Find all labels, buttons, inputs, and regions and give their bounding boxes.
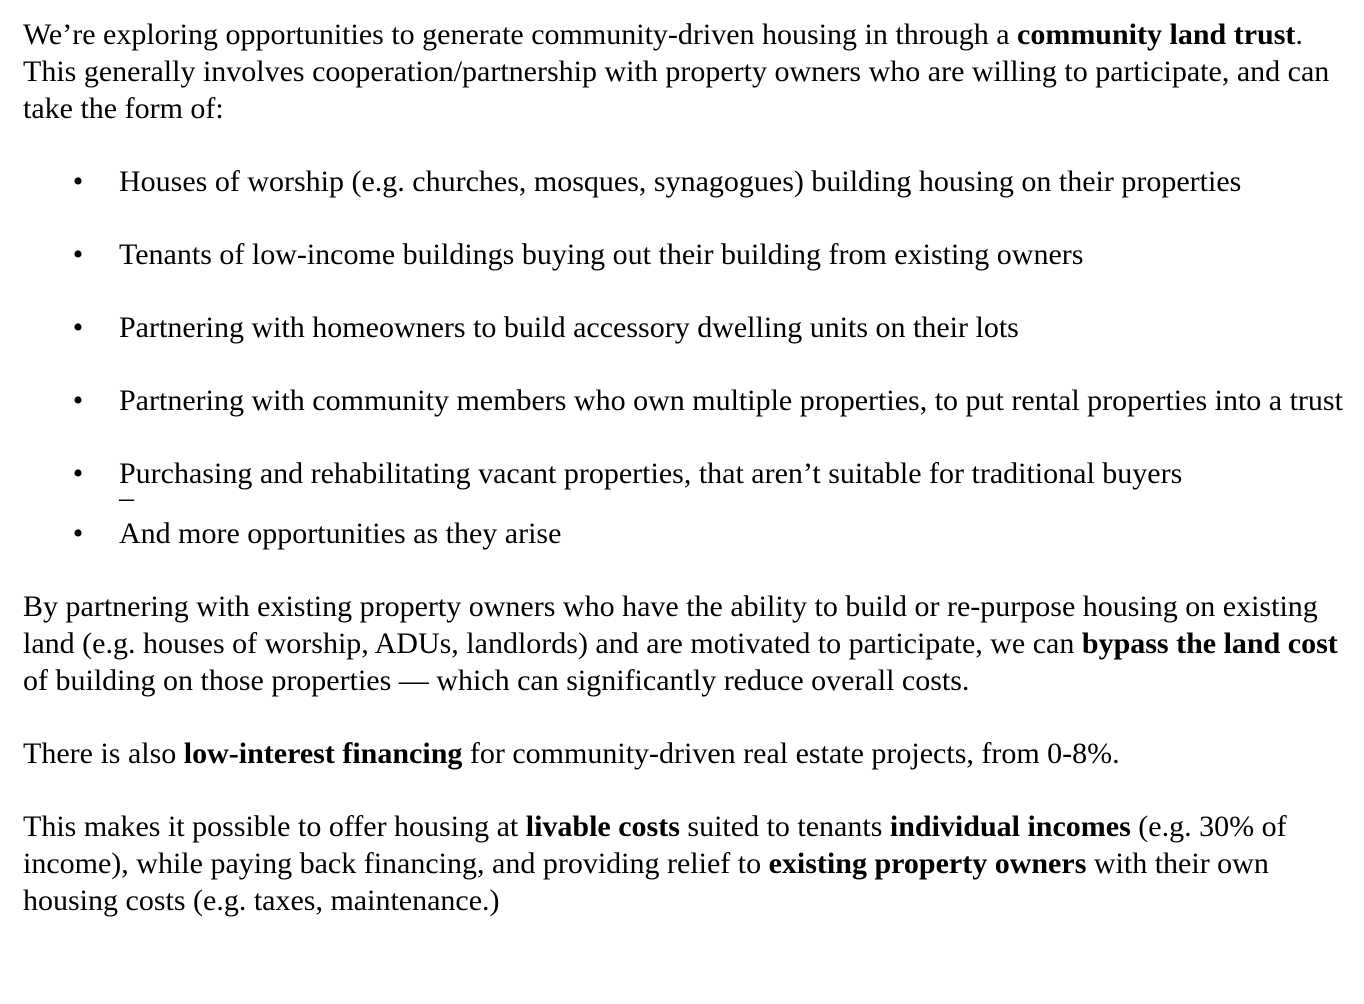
- bullet-icon: •: [72, 384, 84, 417]
- stray-dash: –: [119, 481, 134, 514]
- list-item-text: Houses of worship (e.g. churches, mosques, synagogues) building housing on their properties: [119, 165, 1242, 198]
- affordability-bold-existing-owners: existing property owners: [768, 847, 1087, 880]
- partnering-paragraph: [23, 588, 1345, 699]
- list-item: [23, 309, 1345, 346]
- affordability-text-4: with their own housing costs (e.g. taxes, maintenance.): [23, 847, 1269, 917]
- affordability-text-1: This makes it possible to offer housing at: [23, 810, 526, 843]
- affordability-paragraph: [23, 808, 1345, 919]
- intro-bold-community-land-trust: community land trust: [1017, 18, 1296, 51]
- list-item-text: And more opportunities as they arise: [119, 517, 562, 550]
- list-item-text: Tenants of low-income buildings buying out their building from existing owners: [119, 238, 1084, 271]
- list-item: [23, 163, 1345, 200]
- opportunities-list: [23, 163, 1345, 552]
- intro-text-2: . This generally involves cooperation/partnership with property owners who are willing to participate, and can take the form of:: [23, 18, 1330, 125]
- affordability-text-3: (e.g. 30% of income), while paying back financing, and providing relief to: [23, 810, 1287, 880]
- list-item: [23, 236, 1345, 273]
- partnering-text-1: By partnering with existing property owners who have the ability to build or re-purpose housing on existing land (e.g. houses of worship, ADUs, landlords) and are motivated to participate, we can: [23, 590, 1318, 660]
- list-item: [23, 515, 1345, 552]
- bullet-icon: •: [72, 165, 84, 198]
- intro-paragraph: [23, 16, 1345, 127]
- list-item: [23, 455, 1345, 515]
- financing-text-1: There is also: [23, 737, 184, 770]
- list-item-text: Purchasing and rehabilitating vacant properties, that aren’t suitable for traditional buyers: [119, 457, 1183, 490]
- list-item-text: Partnering with community members who own multiple properties, to put rental properties into a trust: [119, 384, 1343, 417]
- financing-bold-low-interest: low-interest financing: [183, 737, 463, 770]
- bullet-icon: •: [72, 238, 84, 271]
- financing-text-2: for community-driven real estate projects, from 0-8%.: [462, 737, 1120, 770]
- intro-text-1: We’re exploring opportunities to generate community-driven housing in through a: [23, 18, 1018, 51]
- list-item-text: Partnering with homeowners to build accessory dwelling units on their lots: [119, 311, 1019, 344]
- bullet-icon: •: [72, 517, 84, 550]
- partnering-text-2: of building on those properties — which can significantly reduce overall costs.: [23, 664, 970, 697]
- document-body: [23, 16, 1345, 919]
- financing-paragraph: [23, 735, 1345, 772]
- partnering-bold-bypass-land-cost: bypass the land cost: [1081, 627, 1338, 660]
- bullet-icon: •: [72, 311, 84, 344]
- affordability-bold-individual-incomes: individual incomes: [889, 810, 1131, 843]
- affordability-bold-livable-costs: livable costs: [525, 810, 680, 843]
- affordability-text-2: suited to tenants: [679, 810, 890, 843]
- bullet-icon: •: [72, 457, 84, 490]
- list-item: [23, 382, 1345, 419]
